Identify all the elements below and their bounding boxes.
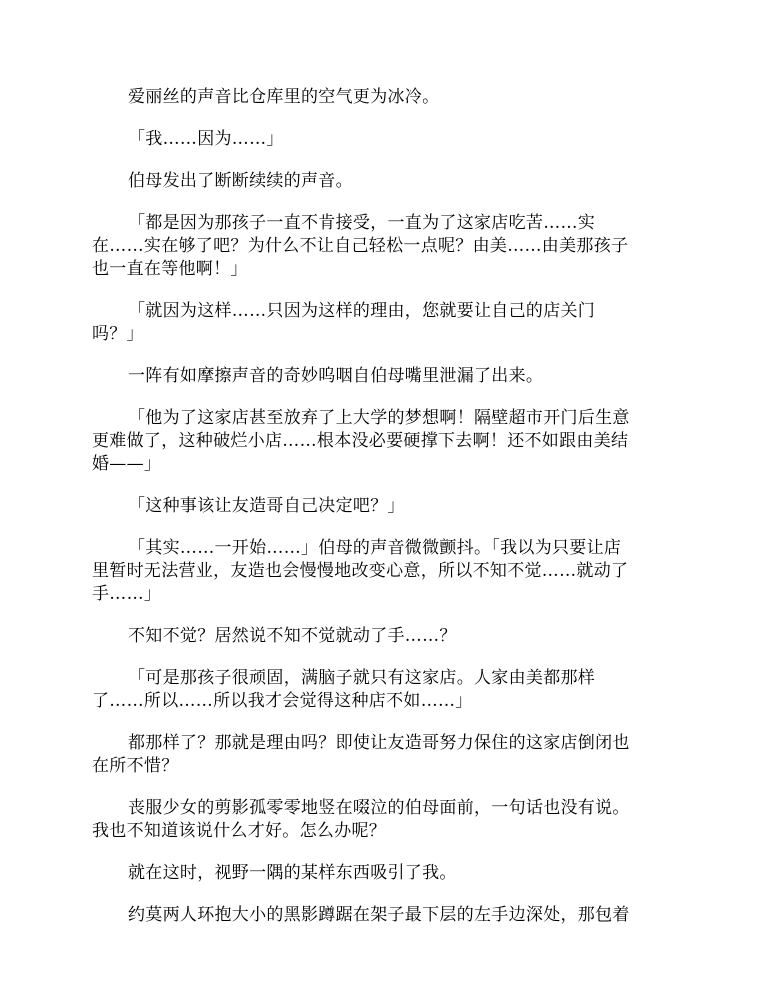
paragraph: 「可是那孩子很顽固，满脑子就只有这家店。人家由美都那样 了……所以……所以我才会觉得这种店不如……」 — [92, 668, 596, 711]
paragraph: 「他为了这家店甚至放弃了上大学的梦想啊！隔壁超市开门后生意 更难做了，这种破烂小店……根本没必要硬撑下去啊！还不如跟由美结 婚——」 — [92, 408, 630, 474]
paragraph: 一阵有如摩擦声音的奇妙呜咽自伯母嘴里泄漏了出来。 — [128, 366, 544, 386]
paragraph: 「其实……一开始……」伯母的声音微微颤抖。「我以为只要让店 里暂时无法营业，友造也会慢慢地改变心意，所以不知不觉……就动了 手……」 — [92, 538, 629, 604]
paragraph: 约莫两人环抱大小的黑影蹲踞在架子最下层的左手边深处，那包着 — [128, 905, 630, 925]
paragraph: 都那样了？那就是理由吗？即使让友造哥努力保住的这家店倒闭也 在所不惜？ — [92, 733, 630, 776]
paragraph: 「我……因为……」 — [128, 129, 284, 149]
paragraph: 伯母发出了断断续续的声音。 — [128, 171, 353, 191]
paragraph: 丧服少女的剪影孤零零地竖在啜泣的伯母面前，一句话也没有说。 我也不知道该说什么才好。怎么办呢？ — [92, 798, 630, 841]
paragraph: 爱丽丝的声音比仓库里的空气更为冰冷。 — [128, 87, 440, 107]
paragraph: 「这种事该让友造哥自己决定吧？」 — [128, 496, 405, 516]
paragraph: 就在这时，视野一隅的某样东西吸引了我。 — [128, 863, 457, 883]
paragraph: 「都是因为那孩子一直不肯接受，一直为了这家店吃苦……实 在……实在够了吧？为什么不让自己轻松一点呢？由美……由美那孩子 也一直在等他啊！」 — [92, 213, 629, 279]
paragraph: 「就因为这样……只因为这样的理由，您就要让自己的店关门 吗？」 — [92, 301, 596, 344]
paragraph: 不知不觉？居然说不知不觉就动了手……？ — [128, 626, 457, 646]
